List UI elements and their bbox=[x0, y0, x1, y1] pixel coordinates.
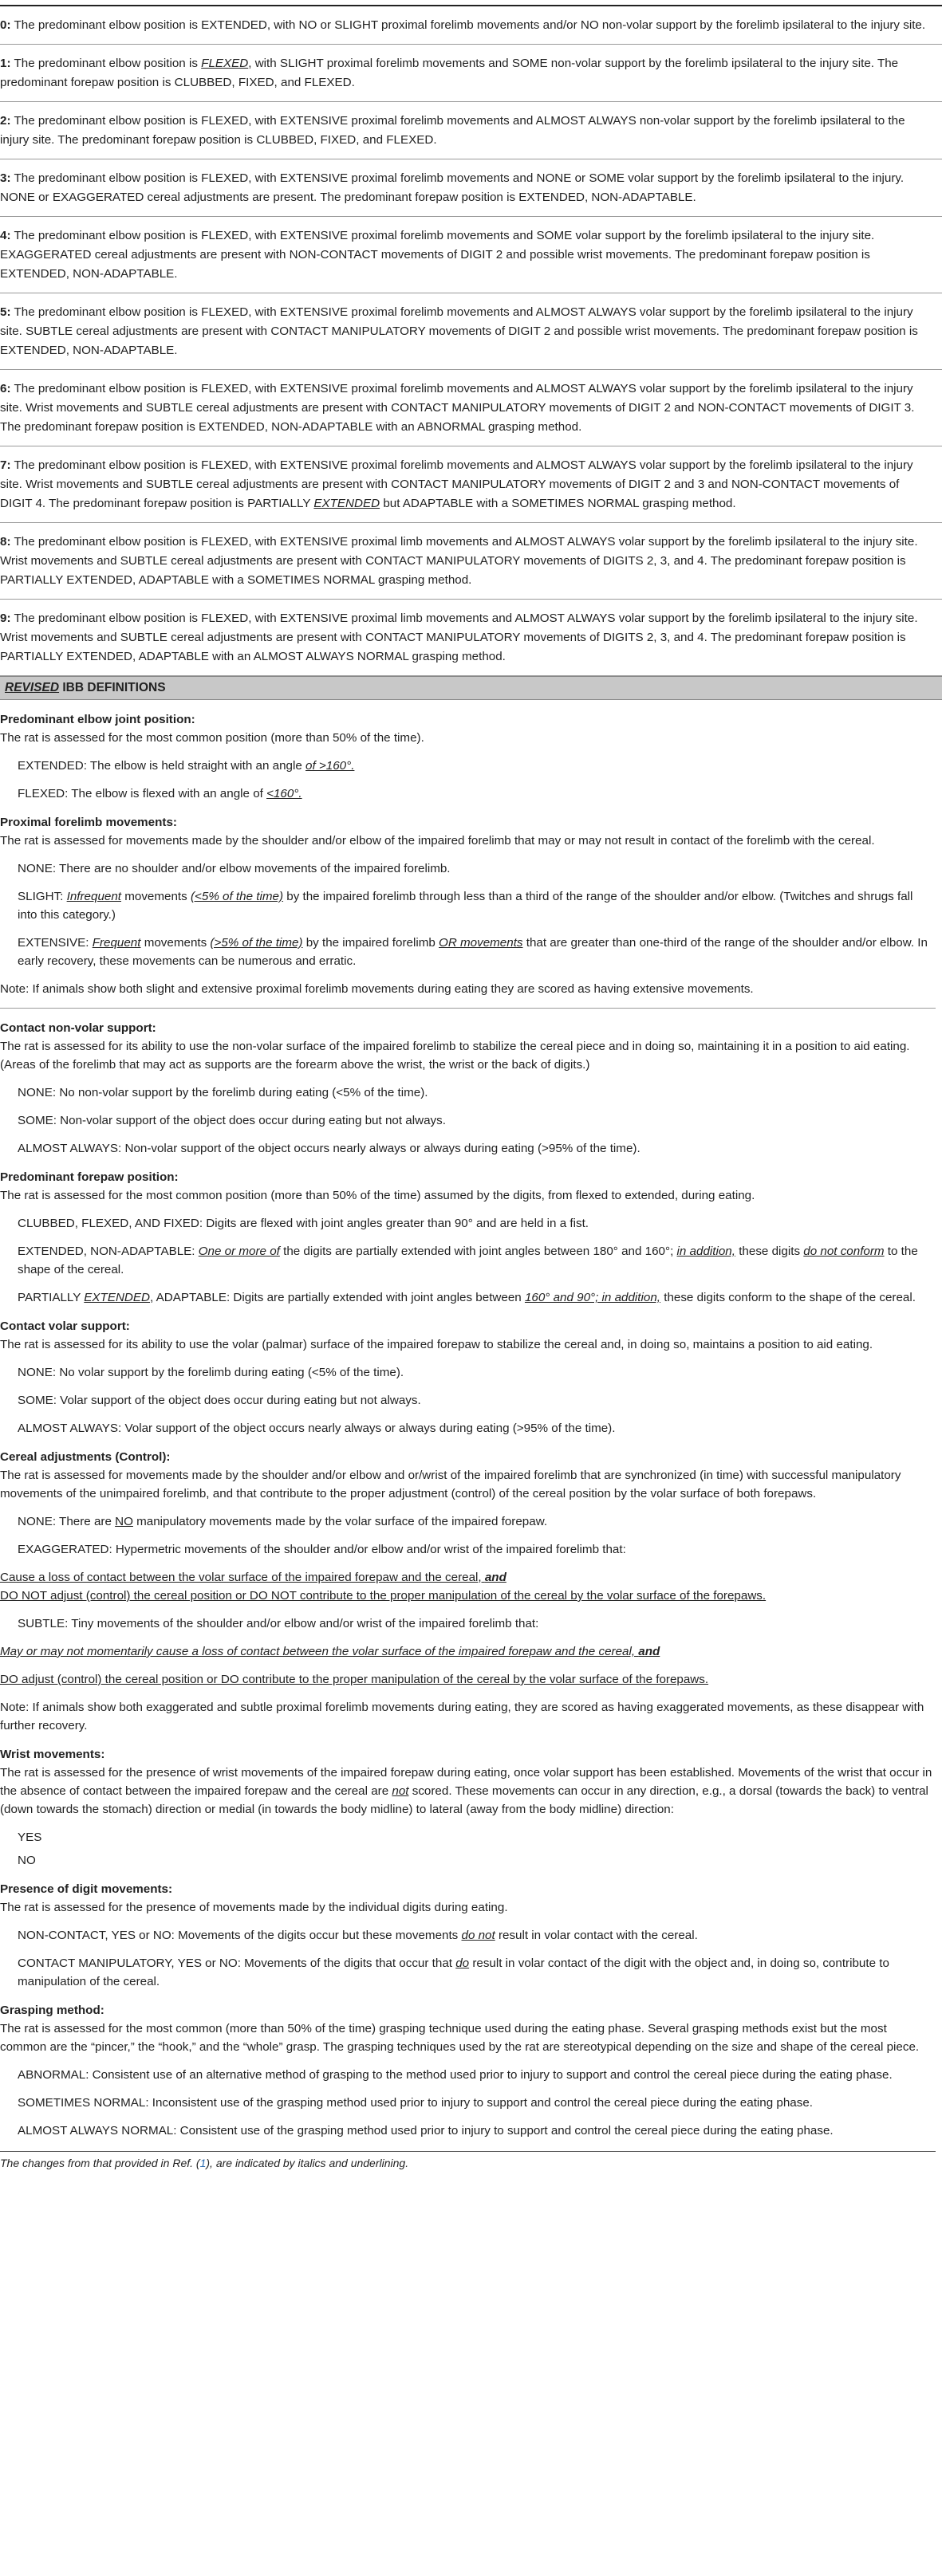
digit-nc-text: result in volar contact with the cereal. bbox=[495, 1929, 698, 1942]
grasp-abnormal: ABNORMAL: Consistent use of an alternative method of grasping to the method used prior to injury to support and control the cereal piece during the eating phase. bbox=[18, 2068, 893, 2082]
cereal-subtle-line2 bbox=[0, 1670, 936, 1689]
extensive-emphasis: (>5% of the time) bbox=[210, 936, 303, 950]
wrist-yes: YES bbox=[18, 1831, 42, 1844]
cereal-subtle-line1 bbox=[0, 1642, 936, 1661]
score-text-pre: The predominant elbow position is bbox=[14, 57, 202, 70]
table-footnote bbox=[0, 2151, 936, 2171]
extensive-text: movements bbox=[140, 936, 211, 950]
score-list bbox=[0, 6, 942, 676]
elbow-heading: Predominant elbow joint position: bbox=[0, 713, 195, 726]
elbow-flexed-text: FLEXED: The elbow is flexed with an angle of bbox=[18, 787, 267, 800]
ibb-scale-table bbox=[0, 5, 942, 2576]
digit-nc-text: NON-CONTACT, YES or NO: Movements of the digits occur but these movements bbox=[18, 1929, 462, 1942]
score-text-pre: The predominant elbow position is FLEXED, with EXTENSIVE proximal forelimb movements and ALMOST ALWAYS volar support by the forelimb ipsilateral to the injury site. Wrist movements and SUBTLE cereal adjustments are present with CONTACT MANIPULATORY movements of DIGIT 2 and 3 and NON-CONTACT movements of DIGIT 4. The predominant forepaw position is PARTIALLY bbox=[0, 458, 913, 510]
digit-cm-text: result in volar contact of the digit with the object and, in doing so, contribute to manipulation of the cereal. bbox=[18, 1957, 889, 1988]
extensive-emphasis: OR movements bbox=[439, 936, 523, 950]
forepaw-part-label: PARTIALLY bbox=[18, 1291, 85, 1304]
score-text-emphasis: EXTENDED bbox=[313, 497, 380, 510]
slight-emphasis: (<5% of the time) bbox=[190, 890, 284, 903]
wrist-heading: Wrist movements: bbox=[0, 1748, 105, 1761]
score-row-7 bbox=[0, 446, 942, 523]
exag-line1-and: and bbox=[484, 1571, 506, 1584]
banner-title: IBB DEFINITIONS bbox=[59, 681, 166, 694]
forepaw-part-emphasis: 160° and 90°; in addition, bbox=[524, 1291, 660, 1304]
score-number: 2: bbox=[0, 114, 11, 128]
score-text: The predominant elbow position is FLEXED, with EXTENSIVE proximal forelimb movements and SOME volar support by the forelimb ipsilateral to the injury site. EXAGGERATED cereal adjustments are present with NON-CONTACT movements of DIGIT 2 and possible wrist movements. The predominant forepaw position is EXTENDED, NON-ADAPTABLE. bbox=[0, 229, 875, 281]
forepaw-part-emphasis: EXTENDED bbox=[84, 1291, 150, 1304]
exag-line2-text: DO NOT adjust (control) the cereal position or DO NOT contribute to the proper manipulation of the cereal by the volar surface of the forepaws. bbox=[0, 1589, 767, 1603]
score-row-0 bbox=[0, 6, 942, 45]
extensive-label: EXTENSIVE: bbox=[18, 936, 93, 950]
slight-emphasis: Infrequent bbox=[66, 890, 122, 903]
forepaw-part-text: these digits conform to the shape of the cereal. bbox=[660, 1291, 916, 1304]
forepaw-partially bbox=[0, 1288, 936, 1307]
score-text-post: but ADAPTABLE with a SOMETIMES NORMAL grasping method. bbox=[380, 497, 736, 510]
footnote-text: The changes from that provided in Ref. ( bbox=[0, 2157, 200, 2169]
subtle-line1-and: and bbox=[638, 1645, 660, 1658]
score-number: 7: bbox=[0, 458, 11, 472]
forepaw-extended bbox=[0, 1242, 936, 1279]
grasp-sometimes: SOMETIMES NORMAL: Inconsistent use of the grasping method used prior to injury to support and control the cereal piece during the eating phase. bbox=[18, 2096, 814, 2110]
grasp-intro: The rat is assessed for the most common (more than 50% of the time) grasping technique used during the eating phase. Several grasping methods exist but the most common are the “pincer,” the “hook,” and the “whole” grasp. The grasping techniques used by the rat are stereotypical depending on the size and shape of the cereal piece. bbox=[0, 2022, 920, 2054]
extensive-text: that are greater than one-third of the range of the shoulder and/or elbow. In early recovery, these movements can be numerous and erratic. bbox=[18, 936, 928, 968]
score-text: The predominant elbow position is FLEXED, with EXTENSIVE proximal forelimb movements and ALMOST ALWAYS volar support by the forelimb ipsilateral to the injury site. SUBTLE cereal adjustments are present with CONTACT MANIPULATORY movements of DIGIT 2 and possible wrist movements. The predominant forepaw position is EXTENDED, NON-ADAPTABLE. bbox=[0, 305, 918, 357]
score-text: The predominant elbow position is FLEXED, with EXTENSIVE proximal forelimb movements and ALMOST ALWAYS volar support by the forelimb ipsilateral to the injury site. Wrist movements and SUBTLE cereal adjustments are present with CONTACT MANIPULATORY movements of DIGIT 2 and NON-CONTACT movements of DIGIT 3. The predominant forepaw position is EXTENDED, NON-ADAPTABLE with an ABNORMAL grasping method. bbox=[0, 382, 915, 434]
forepaw-ext-emphasis: in addition, bbox=[676, 1245, 735, 1258]
proximal-none: NONE: There are no shoulder and/or elbow movements of the impaired forelimb. bbox=[18, 862, 451, 875]
grasp-heading: Grasping method: bbox=[0, 2004, 104, 2017]
score-row-3 bbox=[0, 159, 942, 217]
wrist-intro-emphasis: not bbox=[392, 1784, 409, 1798]
proximal-heading: Proximal forelimb movements: bbox=[0, 816, 177, 829]
forepaw-intro: The rat is assessed for the most common position (more than 50% of the time) assumed by the digits, from flexed to extended, during eating. bbox=[0, 1189, 755, 1202]
score-number: 3: bbox=[0, 171, 11, 185]
nonvolar-intro: The rat is assessed for its ability to use the non-volar surface of the impaired forelimb to stabilize the cereal piece and in doing so, maintaining it in a position to aid eating. (Areas of the forelimb that may act as supports are the forearm above the wrist, the wrist or the back of digits.) bbox=[0, 1040, 910, 1072]
digit-heading: Presence of digit movements: bbox=[0, 1882, 173, 1896]
section-divider bbox=[0, 1008, 936, 1009]
cereal-heading: Cereal adjustments (Control): bbox=[0, 1450, 171, 1464]
nonvolar-heading: Contact non-volar support: bbox=[0, 1021, 156, 1035]
footnote-ref-link[interactable]: 1 bbox=[199, 2157, 207, 2169]
cereal-exag-line1 bbox=[0, 1568, 936, 1587]
score-text: The predominant elbow position is FLEXED, with EXTENSIVE proximal limb movements and ALMOST ALWAYS volar support by the forelimb ipsilateral to the injury site. Wrist movements and SUBTLE cereal adjustments are present with CONTACT MANIPULATORY movements of DIGITS 2, 3, and 4. The predominant forepaw position is PARTIALLY EXTENDED, ADAPTABLE with a SOMETIMES NORMAL grasping method. bbox=[0, 535, 918, 587]
score-text: The predominant elbow position is EXTENDED, with NO or SLIGHT proximal forelimb movements and/or NO non-volar support by the forelimb ipsilateral to the injury site. bbox=[14, 18, 926, 32]
forepaw-part-text: , ADAPTABLE: Digits are partially extended with joint angles between bbox=[150, 1291, 525, 1304]
nonvolar-always: ALMOST ALWAYS: Non-volar support of the object occurs nearly always or always during eating (>95% of the time). bbox=[18, 1142, 640, 1155]
cereal-none-text: manipulatory movements made by the volar surface of the impaired forepaw. bbox=[132, 1515, 548, 1528]
score-text: The predominant elbow position is FLEXED, with EXTENSIVE proximal limb movements and ALMOST ALWAYS volar support by the forelimb ipsilateral to the injury site. Wrist movements and SUBTLE cereal adjustments are present with CONTACT MANIPULATORY movements of DIGITS 2, 3, and 4. The predominant forepaw position is PARTIALLY EXTENDED, ADAPTABLE with an ALMOST ALWAYS NORMAL grasping method. bbox=[0, 612, 918, 663]
nonvolar-some: SOME: Non-volar support of the object does occur during eating but not always. bbox=[18, 1114, 446, 1127]
definitions bbox=[0, 711, 942, 2171]
extensive-emphasis: Frequent bbox=[92, 936, 141, 950]
score-row-8 bbox=[0, 523, 942, 600]
extensive-text: by the impaired forelimb bbox=[302, 936, 439, 950]
score-number: 0: bbox=[0, 18, 11, 32]
grasp-always: ALMOST ALWAYS NORMAL: Consistent use of the grasping method used prior to injury to support and control the cereal piece during the eating phase. bbox=[18, 2124, 834, 2137]
proximal-note: Note: If animals show both slight and extensive proximal forelimb movements during eating they are scored as having extensive movements. bbox=[0, 982, 754, 996]
score-row-6 bbox=[0, 370, 942, 446]
cereal-note: Note: If animals show both exaggerated and subtle proximal forelimb movements during eating, they are scored as having exaggerated movements, as these disappear with further recovery. bbox=[0, 1701, 924, 1732]
definitions-banner bbox=[0, 676, 942, 700]
cereal-none-emphasis: NO bbox=[115, 1515, 133, 1528]
score-number: 8: bbox=[0, 535, 11, 549]
slight-label: SLIGHT: bbox=[18, 890, 67, 903]
volar-intro: The rat is assessed for its ability to use the volar (palmar) surface of the impaired forepaw to stabilize the cereal and, in doing so, maintains a position to aid eating. bbox=[0, 1338, 873, 1351]
forepaw-clubbed: CLUBBED, FLEXED, AND FIXED: Digits are flexed with joint angles greater than 90° and are held in a fist. bbox=[18, 1217, 589, 1230]
wrist-intro-text: scored. These movements can occur in any direction, e.g., a dorsal (towards the back) to ventral (down towards the stomach) direction or medial (in towards the body midline) to lateral (away from the body midline) direction: bbox=[0, 1784, 928, 1816]
volar-always: ALMOST ALWAYS: Volar support of the object occurs nearly always or always during eating (>95% of the time). bbox=[18, 1422, 616, 1435]
forepaw-ext-emphasis: do not conform bbox=[803, 1245, 885, 1258]
elbow-extended bbox=[0, 757, 936, 775]
score-number: 6: bbox=[0, 382, 11, 395]
subtle-line1-text: May or may not momentarily cause a loss of contact between the volar surface of the impaired forepaw and the cereal, bbox=[0, 1645, 639, 1658]
elbow-intro: The rat is assessed for the most common position (more than 50% of the time). bbox=[0, 731, 424, 745]
elbow-extended-text: EXTENDED: The elbow is held straight with an angle bbox=[18, 759, 306, 773]
elbow-flexed-angle: <160°. bbox=[266, 787, 302, 800]
score-number: 5: bbox=[0, 305, 11, 319]
volar-some: SOME: Volar support of the object does occur during eating but not always. bbox=[18, 1394, 421, 1407]
score-number: 1: bbox=[0, 57, 11, 70]
elbow-extended-angle: of >160°. bbox=[305, 759, 355, 773]
volar-heading: Contact volar support: bbox=[0, 1319, 130, 1333]
forepaw-ext-label: EXTENDED, NON-ADAPTABLE: bbox=[18, 1245, 199, 1258]
cereal-exaggerated: EXAGGERATED: Hypermetric movements of the shoulder and/or elbow and/or wrist of the impaired forelimb that: bbox=[18, 1543, 626, 1556]
score-text-emphasis: FLEXED bbox=[201, 57, 249, 70]
cereal-none-text: NONE: There are bbox=[18, 1515, 116, 1528]
digit-cm-emphasis: do bbox=[455, 1957, 470, 1970]
forepaw-heading: Predominant forepaw position: bbox=[0, 1170, 179, 1184]
wrist-intro-text: The rat is assessed for the presence of wrist movements of the impaired forepaw during eating, once volar support has been established. Movements of the wrist that occur in the absence of contact between the impaired forepaw and the cereal are bbox=[0, 1766, 932, 1798]
digit-cm-text: CONTACT MANIPULATORY, YES or NO: Movements of the digits that occur that bbox=[18, 1957, 456, 1970]
banner-revised: REVISED bbox=[5, 681, 60, 694]
digit-nc-emphasis: do not bbox=[461, 1929, 495, 1942]
proximal-extensive bbox=[0, 934, 936, 970]
digit-contact bbox=[0, 1954, 936, 1991]
forepaw-ext-emphasis: One or more of bbox=[198, 1245, 280, 1258]
score-row-4 bbox=[0, 217, 942, 293]
slight-text: movements bbox=[121, 890, 191, 903]
cereal-intro: The rat is assessed for movements made by the shoulder and/or elbow and or/wrist of the impaired forelimb that are synchronized (in time) with successful manipulatory movements of the unimpaired forelimb, and that contribute to the proper adjustment (control) of the cereal position by the volar surface of both forepaws. bbox=[0, 1469, 901, 1500]
slight-text: by the impaired forelimb through less than a third of the range of the shoulder and/or elbow. (Twitches and shrugs fall into this category.) bbox=[18, 890, 913, 922]
forepaw-ext-text: to the shape of the cereal. bbox=[18, 1245, 918, 1276]
score-number: 4: bbox=[0, 229, 11, 242]
proximal-intro: The rat is assessed for movements made by the shoulder and/or elbow of the impaired forelimb that may or may not result in contact of the forelimb with the cereal. bbox=[0, 834, 875, 848]
subtle-line2-text: DO adjust (control) the cereal position or DO contribute to the proper manipulation of the cereal by the volar surface of the forepaws. bbox=[0, 1673, 709, 1686]
wrist-no: NO bbox=[18, 1854, 36, 1867]
score-row-2 bbox=[0, 102, 942, 159]
volar-none: NONE: No volar support by the forelimb during eating (<5% of the time). bbox=[18, 1366, 404, 1379]
wrist-intro bbox=[0, 1764, 936, 1819]
cereal-subtle: SUBTLE: Tiny movements of the shoulder and/or elbow and/or wrist of the impaired forelimb that: bbox=[18, 1617, 539, 1630]
cereal-none bbox=[0, 1512, 936, 1531]
score-text: The predominant elbow position is FLEXED, with EXTENSIVE proximal forelimb movements and ALMOST ALWAYS non-volar support by the forelimb ipsilateral to the injury site. The predominant forepaw position is CLUBBED, FIXED, and FLEXED. bbox=[0, 114, 905, 147]
forepaw-ext-text: these digits bbox=[735, 1245, 804, 1258]
proximal-slight bbox=[0, 887, 936, 924]
exag-line1-text: Cause a loss of contact between the volar surface of the impaired forepaw and the cereal, bbox=[0, 1571, 485, 1584]
forepaw-ext-text: the digits are partially extended with joint angles between 180° and 160°; bbox=[279, 1245, 677, 1258]
digit-noncontact bbox=[0, 1926, 936, 1945]
score-text: The predominant elbow position is FLEXED, with EXTENSIVE proximal forelimb movements and NONE or SOME volar support by the forelimb ipsilateral to the injury. NONE or EXAGGERATED cereal adjustments are present. The predominant forepaw position is EXTENDED, NON-ADAPTABLE. bbox=[0, 171, 905, 204]
footnote-text: ), are indicated by italics and underlining. bbox=[206, 2157, 409, 2169]
score-row-5 bbox=[0, 293, 942, 370]
score-row-1 bbox=[0, 45, 942, 102]
digit-intro: The rat is assessed for the presence of movements made by the individual digits during eating. bbox=[0, 1901, 508, 1914]
score-row-9 bbox=[0, 600, 942, 676]
nonvolar-none: NONE: No non-volar support by the forelimb during eating (<5% of the time). bbox=[18, 1086, 428, 1099]
score-number: 9: bbox=[0, 612, 11, 625]
cereal-exag-line2 bbox=[0, 1587, 936, 1605]
score-text-post: , with SLIGHT proximal forelimb movements and SOME non-volar support by the forelimb ipsilateral to the injury site. The predominant forepaw position is CLUBBED, FIXED, and FLEXED. bbox=[0, 57, 899, 89]
elbow-flexed bbox=[0, 785, 936, 803]
